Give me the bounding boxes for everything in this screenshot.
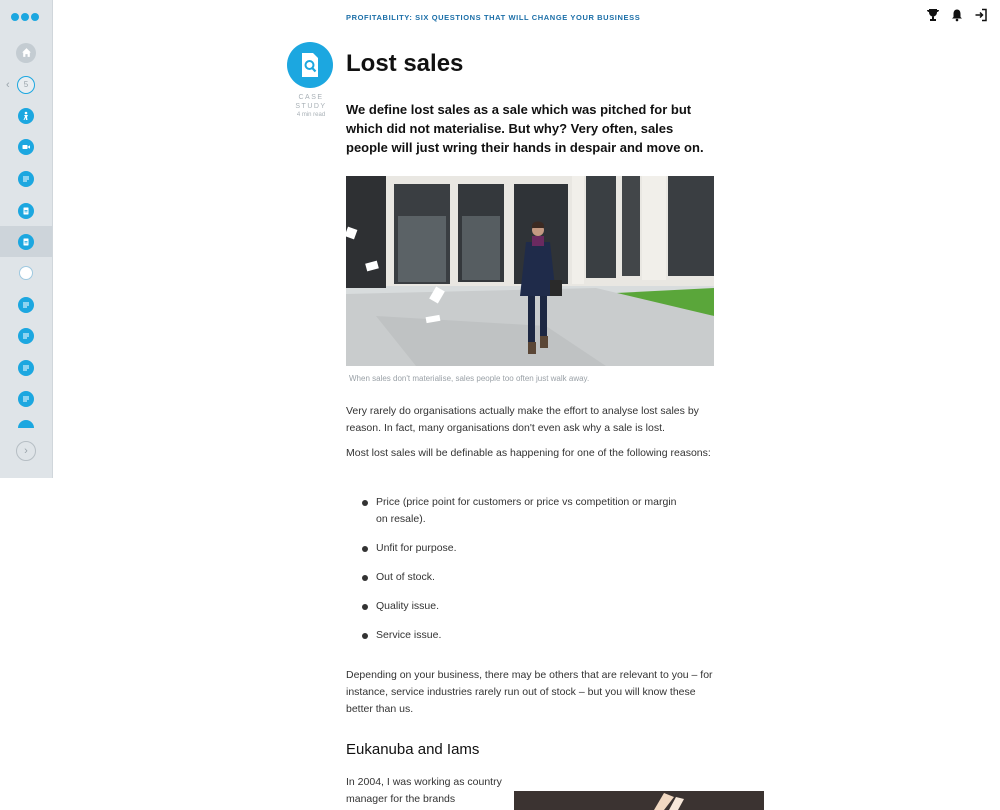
article-image — [346, 176, 714, 366]
sidebar-nav — [0, 0, 53, 478]
body-paragraph-2: Most lost sales will be definable as happening for one of the following reasons: — [346, 447, 711, 459]
sidebar-item-figure[interactable] — [0, 100, 52, 131]
sidebar-item-video[interactable] — [0, 131, 52, 162]
sidebar-item-list-2[interactable] — [0, 289, 52, 320]
list-icon — [18, 391, 34, 407]
bell-icon[interactable] — [950, 8, 964, 22]
chevron-right-icon: › — [24, 445, 28, 457]
read-time: 4 min read — [296, 112, 326, 118]
section-heading: Eukanuba and Iams — [346, 741, 480, 758]
progress-ring-icon: 5 — [17, 76, 35, 94]
list-icon — [18, 420, 34, 428]
sidebar-item-list-1[interactable] — [0, 163, 52, 194]
list-icon — [18, 360, 34, 376]
section-image — [514, 791, 764, 810]
list-item: Price (price point for customers or price vs competition or margin on resale). — [346, 494, 686, 528]
document-icon — [18, 203, 34, 219]
lede-paragraph: We define lost sales as a sale which was pitched for but which did not materialise. But why? Very often, sales people will just wring their hands in despair and move on. — [346, 102, 704, 155]
sidebar-item-pending[interactable] — [0, 257, 52, 288]
body-paragraph-4: In 2004, I was working as country manager for the brands — [346, 776, 502, 805]
list-item: Quality issue. — [346, 598, 686, 615]
app-logo[interactable] — [11, 13, 39, 21]
sidebar-item-progress[interactable] — [0, 69, 52, 100]
image-caption: When sales don't materialise, sales people too often just walk away. — [349, 374, 590, 383]
content-type-label: CASE STUDY — [295, 94, 327, 110]
sidebar-item-document-1[interactable] — [0, 195, 52, 226]
list-icon — [18, 328, 34, 344]
case-study-badge — [287, 42, 333, 88]
sidebar-next-button[interactable] — [16, 441, 36, 461]
top-toolbar — [926, 8, 988, 22]
logout-icon[interactable] — [974, 8, 988, 22]
video-icon — [18, 139, 34, 155]
list-icon — [18, 297, 34, 313]
circle-icon — [19, 266, 33, 280]
sidebar-item-list-6[interactable] — [0, 414, 52, 428]
reasons-list — [346, 494, 686, 644]
sidebar-item-home[interactable] — [0, 37, 52, 68]
body-paragraph-1: Very rarely do organisations actually make the effort to analyse lost sales by reason. In fact, many organisations don't even ask why a sale is lost. — [346, 405, 699, 434]
sidebar-item-list-3[interactable] — [0, 320, 52, 351]
document-icon — [18, 234, 34, 250]
list-item: Service issue. — [346, 627, 686, 644]
case-study-icon — [298, 52, 322, 78]
chevron-left-icon[interactable]: ‹ — [6, 79, 10, 91]
course-title-breadcrumb[interactable]: PROFITABILITY: SIX QUESTIONS THAT WILL CHANGE YOUR BUSINESS — [346, 13, 641, 22]
sidebar-item-document-active[interactable] — [0, 226, 52, 257]
sidebar-item-list-4[interactable] — [0, 352, 52, 383]
sidebar-item-list-5[interactable] — [0, 383, 52, 414]
figure-icon — [18, 108, 34, 124]
list-item: Unfit for purpose. — [346, 540, 686, 557]
trophy-icon[interactable] — [926, 8, 940, 22]
list-item: Out of stock. — [346, 569, 686, 586]
list-icon — [18, 171, 34, 187]
home-icon — [16, 43, 36, 63]
body-paragraph-3: Depending on your business, there may be others that are relevant to you – for instance, service industries rarely run out of stock – but you will know these better than us. — [346, 669, 713, 715]
page-title: Lost sales — [346, 50, 464, 77]
